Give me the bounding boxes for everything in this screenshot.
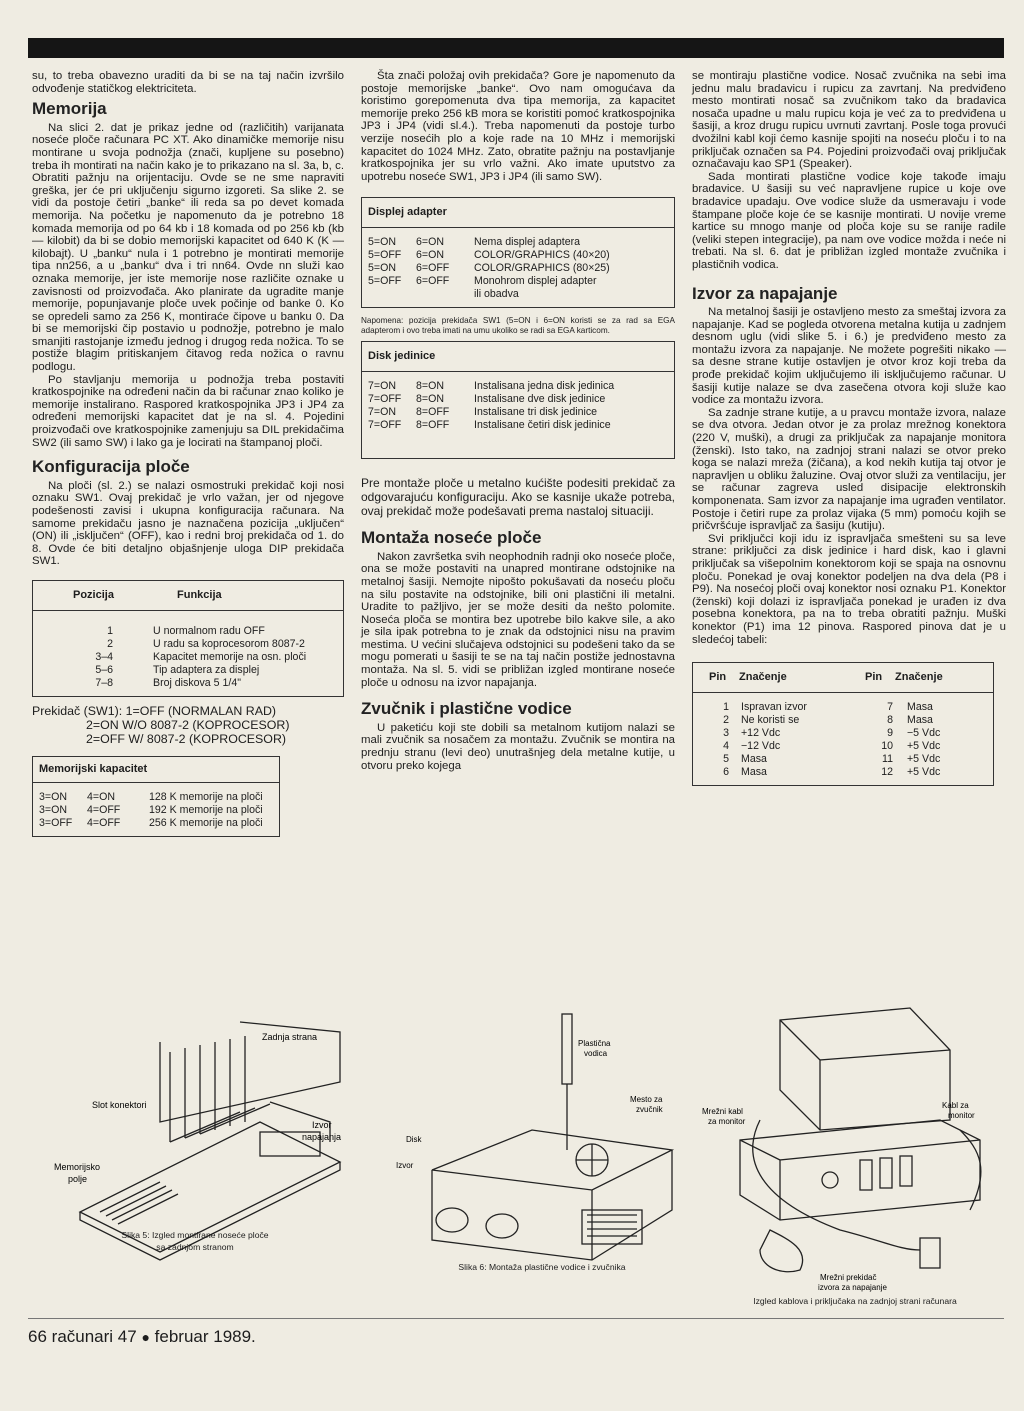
napomena-note: Napomena: pozicija prekidača SW1 (5=ON i 6=ON koristi se za rad sa EGA adapterom i ovo treba imati na umu ukoliko se radi sa EGA karticom.	[361, 316, 675, 335]
table-pin-header: Pin Značenje Pin Značenje	[693, 663, 993, 693]
fig6-label-disk: Disk	[406, 1135, 422, 1144]
fig7-label-prekidac-1: Mrežni prekidač	[820, 1273, 877, 1282]
paragraph-izvor-3: Svi priključci koji idu iz ispravljača smešteni su sa leve strane: priključci za disk jedinice i hard disk, kao i glavni priključak sa višepolnim konektorom koji se spaja na osnovnu ploču. Ponekad je ovaj konektor podeljen na dva dela (P8 i P9). Na nosećoj ploči ovaj konektor nosi oznaku P1. Konektor (ženski) koji dolazi iz ispravljača ponekad je urađen iz dva posebna konektora, pa na to treba obratiti pažnju. Muški konektor (P1) ima 12 pinova. Raspored pinova dat je u sledećoj tabeli:	[692, 532, 1006, 646]
paragraph-izvor-2: Sa zadnje strane kutije, a u pravcu montaže izvora, nalaze se dva otvora. Jedan otvor je za prolaz mrežnog konektora (220 V, muški), a drugi za priključak za napajanje monitora (ženski). Isto tako, na zadnjoj strani nalazi se otvor preko koga se nalazi mreža (žičana), a kod nekih kutija taj otvor je napravljen u obliku žaluzine. Ovaj otvor služi za ventilaciju, jer se računar zagreva usled disipacije elektronskih komponenata. Sam izvor za napajanje ima ugrađen ventilator. Postoje i četiri rupe za prolaz vijaka (5 mm) pomoću kojih se pričvršćuje ispravljač za šasiju (kutiju).	[692, 406, 1006, 533]
footer-bullet: ●	[141, 1329, 150, 1345]
table-mem-header: Memorijski kapacitet	[33, 757, 279, 783]
table-row: 7=ON 8=ON Instalisana jedna disk jedinica	[368, 380, 615, 393]
fig5-label-zadnja: Zadnja strana	[262, 1032, 318, 1042]
paragraph-izvor-1: Na metalnoj šasiji je ostavljeno mesto za smeštaj izvora za napajanje. Kad se pogleda otvorena metalna kutija u zadnjem desnom uglu (vidi slike 5. i 6.) je predviđeno mesto za montažu izvora za napajanje. Ne možete pogrešiti nikako — sa desne strane kutije ostavljen je otvor kroz koji treba da prođe prekidač kojim uključujemo ili isključujemo računar. U šasiji kutije nalaze se dva zasečena otvora koji služe kao vodice za montažu izvora.	[692, 306, 1006, 407]
top-black-bar	[28, 38, 1004, 58]
fig7-caption: Izgled kablova i priključaka na zadnjoj strani računara	[753, 1296, 957, 1306]
fig5-label-mem-1: Memorijsko	[54, 1162, 101, 1172]
paragraph-zvucnik: U paketiću koji ste dobili sa metalnom kutijom nalazi se mali zvučnik sa nosačem za montažu. Zvučnik se montira na prednju stranu (levi deo) unutrašnjeg dela metalne kutije, u otvoru preko kojega	[361, 721, 675, 772]
fig7-label-kabl-1: Kabl za	[942, 1101, 969, 1110]
table-row: 1 U normalnom radu OFF	[107, 624, 265, 637]
fig7-label-kabl-2: monitor	[948, 1111, 975, 1120]
table-pozicija-header	[33, 581, 343, 611]
paragraph-vodice-1: se montiraju plastične vodice. Nosač zvučnika na sebi ima jednu malu bradavicu i rupicu za zavrtanj. Na predviđeno mesto montirati nosač sa zvučnikom tako da bradavica nosača upadne u malu rupicu koja je već za to predviđena u šasiji, a kroz drugu rupicu uvrnuti zavrtanj. Posle toga provući dvožilni kabl koji ćemo kasnije spojiti na noseću ploču i to na priključak označen sa P4. Pojedini proizvođači ovaj priključak označavaju kao SP1 (Speaker).	[692, 70, 1006, 171]
fig5-label-mem-2: polje	[68, 1174, 88, 1184]
table-row: ili obadva	[474, 288, 519, 301]
fig5-caption-2: sa zadnjom stranom	[156, 1242, 234, 1252]
column-1	[32, 70, 344, 845]
table-row: 4 −12 Vdc 10 +5 Vdc	[723, 740, 941, 753]
paragraph-pre-montaze: Pre montaže ploče u metalno kućište podesiti prekidač za odgovarajuću konfiguraciju. Ako se kasnije ukaže potreba, ovaj prekidač može podešavati prema nastaloj situaciji.	[361, 476, 675, 518]
table-disk-header: Disk jedinice	[362, 342, 674, 372]
prekidac-block	[32, 705, 344, 746]
bottom-rule	[28, 1318, 1004, 1319]
fig6-label-izvor: Izvor	[396, 1161, 414, 1170]
table-row: 3=ON 4=OFF 192 K memorije na ploči	[39, 804, 263, 817]
page-footer	[28, 1327, 256, 1347]
table-displej-header: Displej adapter	[362, 198, 674, 228]
fig7-label-prekidac-2: izvora za napajanje	[818, 1283, 887, 1292]
heading-izvor: Izvor za napajanje	[692, 283, 838, 303]
fig6-label-mesto-2: zvučnik	[636, 1105, 663, 1114]
table-row: 5=OFF 6=ON COLOR/GRAPHICS (40×20)	[368, 249, 610, 262]
fig5-label-izvor-1: Izvor	[312, 1120, 332, 1130]
figure-7	[700, 1000, 1005, 1310]
paragraph-vodice-2: Sada montirati plastične vodice koje takođe imaju bradavice. U šasiji su već napravljene rupice u koje ove bradavice upadaju. Ove vodice služe da usmeravaju i vode štampane ploče koje će se kasnije montirati. U novije vreme kartice su mnogo manje od ploča koje su se ranije radile (veliki stepen integracije), pa nam ove vodice možda i neće ni trebati. Na sl. 6. dat je približan izgled montaže zvučnika i plastičnih vodica.	[692, 170, 1006, 271]
table-row: 1 Ispravan izvor 7 Masa	[723, 701, 933, 714]
table-row: 3–4 Kapacitet memorije na osn. ploči	[95, 650, 307, 663]
table-row: 2 Ne koristi se 8 Masa	[723, 714, 933, 727]
intro-paragraph: su, to treba obavezno uraditi da bi se na taj način izvršilo odvođenje statičkog elektriciteta.	[32, 70, 344, 95]
table-header-pozicija: Pozicija	[73, 588, 114, 601]
figure-5	[40, 1012, 350, 1272]
figure-6-drawing	[392, 1010, 692, 1270]
paragraph-memorija-2: Po stavljanju memorija u podnožja treba postaviti kratkospojnike na određeni način da bi računar znao koliko je memorije instalirano. Raspored kratkospojnika JP3 i JP4 za određeni memorijski kapacitet dat je na sl. 4. Pojedini proizvođači ove kratkospojnike zamenjuju sa DIL prekidačima SW2 (ili samo SW) i lako ga je locirati na štampanoj ploči.	[32, 373, 344, 449]
table-row: 3=OFF 4=OFF 256 K memorije na ploči	[39, 817, 263, 830]
paragraph-konfiguracija: Na ploči (sl. 2.) se nalazi osmostruki prekidač koji nosi oznaku SW1. Ovaj prekidač je vrlo važan, jer od njegove podešenosti zavisi i ukupna konfiguracija računara. Na samome prekidaču jasno je naznačena pozicija „uključen“ (ON) ili „isključen“ (OFF), kao i redni broj prekidača od 1. do 8. Ovde će biti detaljno objašnjenje uloga DIP prekidača SW1.	[32, 479, 344, 568]
column-2	[361, 70, 675, 772]
table-row: 5=OFF 6=OFF Monohrom displej adapter	[368, 275, 597, 288]
fig7-label-mrezni-1: Mrežni kabl	[702, 1107, 743, 1116]
heading-zvucnik: Zvučnik i plastične vodice	[361, 699, 572, 719]
table-row: 5 Masa 11 +5 Vdc	[723, 753, 941, 766]
table-memorijski-kapacitet	[32, 756, 280, 837]
table-row: 6 Masa 12 +5 Vdc	[723, 766, 941, 779]
table-pin	[692, 662, 994, 786]
table-disk-jedinice	[361, 341, 675, 459]
fig5-label-slot: Slot konektori	[92, 1100, 147, 1110]
table-row: 7=ON 8=OFF Instalisane tri disk jedinice	[368, 406, 598, 419]
prekidac-line-3: 2=OFF W/ 8087-2 (KOPROCESOR)	[86, 731, 287, 746]
prekidac-line-2: 2=ON W/O 8087-2 (KOPROCESOR)	[86, 717, 290, 732]
fig6-caption: Slika 6: Montaža plastične vodice i zvučnika	[458, 1262, 626, 1272]
page-number: 66	[28, 1327, 47, 1346]
table-row: 3 +12 Vdc 9 −5 Vdc	[723, 727, 941, 740]
table-row: 5=ON 6=OFF COLOR/GRAPHICS (80×25)	[368, 262, 610, 275]
column-3	[692, 70, 1006, 794]
fig7-label-mrezni-2: za monitor	[708, 1117, 746, 1126]
table-row: 2 U radu sa koprocesorom 8087-2	[107, 637, 305, 650]
paragraph-montaza: Nakon završetka svih neophodnih radnji oko noseće ploče, ona se može postaviti na unapred montirane odstojnike na metalnoj šasiji. Nemojte nipošto pokušavati da noseću ploču na silu postavite na odstojnike, bili oni plastični ili metalni. Uradite to pažljivo, jer se može desiti da nešto polomite. Noseća ploča se montira bez upotrebe bilo kakve sile, a ako je sila ipak potrebna to je znak da odstojnici nisu na pravim mestima. U većini slučajeva odstojnici su podešeni tako da se mogu pomerati u šasiji te se na taj način postiže jednostavna montaža. Na sl. 5. vidi se približan izgled montirane noseće ploče u odnosu na izvor napajanja.	[361, 550, 675, 689]
fig5-label-izvor-2: napajanja	[302, 1132, 342, 1142]
table-displej-adapter	[361, 197, 675, 308]
heading-montaza: Montaža noseće ploče	[361, 528, 542, 548]
heading-konfiguracija: Konfiguracija ploče	[32, 457, 190, 477]
table-pozicija	[32, 580, 344, 697]
table-header-funkcija: Funkcija	[177, 588, 222, 601]
paragraph-sta-znaci: Šta znači položaj ovih prekidača? Gore je napomenuto da postoje memorijske „banke“. Ovo nam omogućava da koristimo gorepomenuta dva tipa memorija, za kapacitet memorije preko 256 kB mora se koristiti pomoć kratkospojnika JP3 i JP4 (vidi sl.4.). Treba napomenuti da postoje turbo verzije nosećih plo a koje rade na 10 MHz i memorijski kapacitet do 1024 MHz. Zato, obratite pažnju na postavljanje kratkospojnika jer su vrlo važni. Ako imate uputstvo za upotrebu noseće SW1, JP3 i JP4 (ili samo SW).	[361, 70, 675, 183]
paragraph-memorija-1: Na slici 2. dat je prikaz jedne od (različitih) varijanata noseće ploče računara PC XT. Ako dinamičke memorije nisu montirane u svoja podnožja (znači, kupljene su posebno) treba ih montirati na način kako je to prikazano na sl. 3a, b, c. Obratiti pažnju na orijentaciju. Ovde se ne sme napraviti greška, jer će pri uključenju sigurno izgoreti. Sa slike 2. se vidi da postoje četiri „banke“ ili reda sa po devet komada memorija. Na početku je napomenuto da je potrebno 18 komada memorija od po 64 kb i 18 komada od po 256 kb (kb — kilobit) da bi se dobio memorijski kapacitet od 640 K (K — kilobajt). U „banku“ nula i 1 potrebno je montirati memorije tipa nn256, a u „banku“ dva i tri nn64. Ovde nn služi kao oznaka memorije, jer iste memorije nose različite oznake u zavisnosti od proizvođača. Ako planirate da ugradite manje memorije, popunjavanje ploče uvek počinje od banke 0. Ko se opredeli samo za 256 K, montiraće čipove u banku 0. Da bi se memorijski čip postavio u podnožje, potrebno je malo smanjiti rastojanje između jednog i drugog reda nožica. To se postiže blagim pritiskanjem čitavog reda nožica o ravnu podlogu.	[32, 121, 344, 374]
figure-6	[392, 1010, 692, 1280]
prekidac-line-1: Prekidač (SW1): 1=OFF (NORMALAN RAD)	[32, 703, 277, 718]
fig6-label-mesto-1: Mesto za	[630, 1095, 663, 1104]
table-row: 5=ON 6=ON Nema displej adaptera	[368, 236, 580, 249]
table-row: 3=ON 4=ON 128 K memorije na ploči	[39, 791, 263, 804]
magazine-name: računari 47	[51, 1327, 137, 1346]
fig5-caption-1: Slika 5: Izgled montirane noseće ploče	[121, 1230, 269, 1240]
fig6-label-plast-2: vodica	[584, 1049, 608, 1058]
figure-7-drawing	[700, 1000, 1005, 1296]
issue-date: februar 1989.	[154, 1327, 256, 1346]
fig6-label-plast-1: Plastična	[578, 1039, 611, 1048]
table-row: 7=OFF 8=ON Instalisane dve disk jedinice	[368, 393, 606, 406]
table-row: 5–6 Tip adaptera za displej	[95, 663, 260, 676]
table-row: 7=OFF 8=OFF Instalisane četiri disk jedinice	[368, 419, 611, 432]
table-row: 7–8 Broj diskova 5 1/4"	[95, 676, 241, 689]
heading-memorija: Memorija	[32, 99, 107, 119]
